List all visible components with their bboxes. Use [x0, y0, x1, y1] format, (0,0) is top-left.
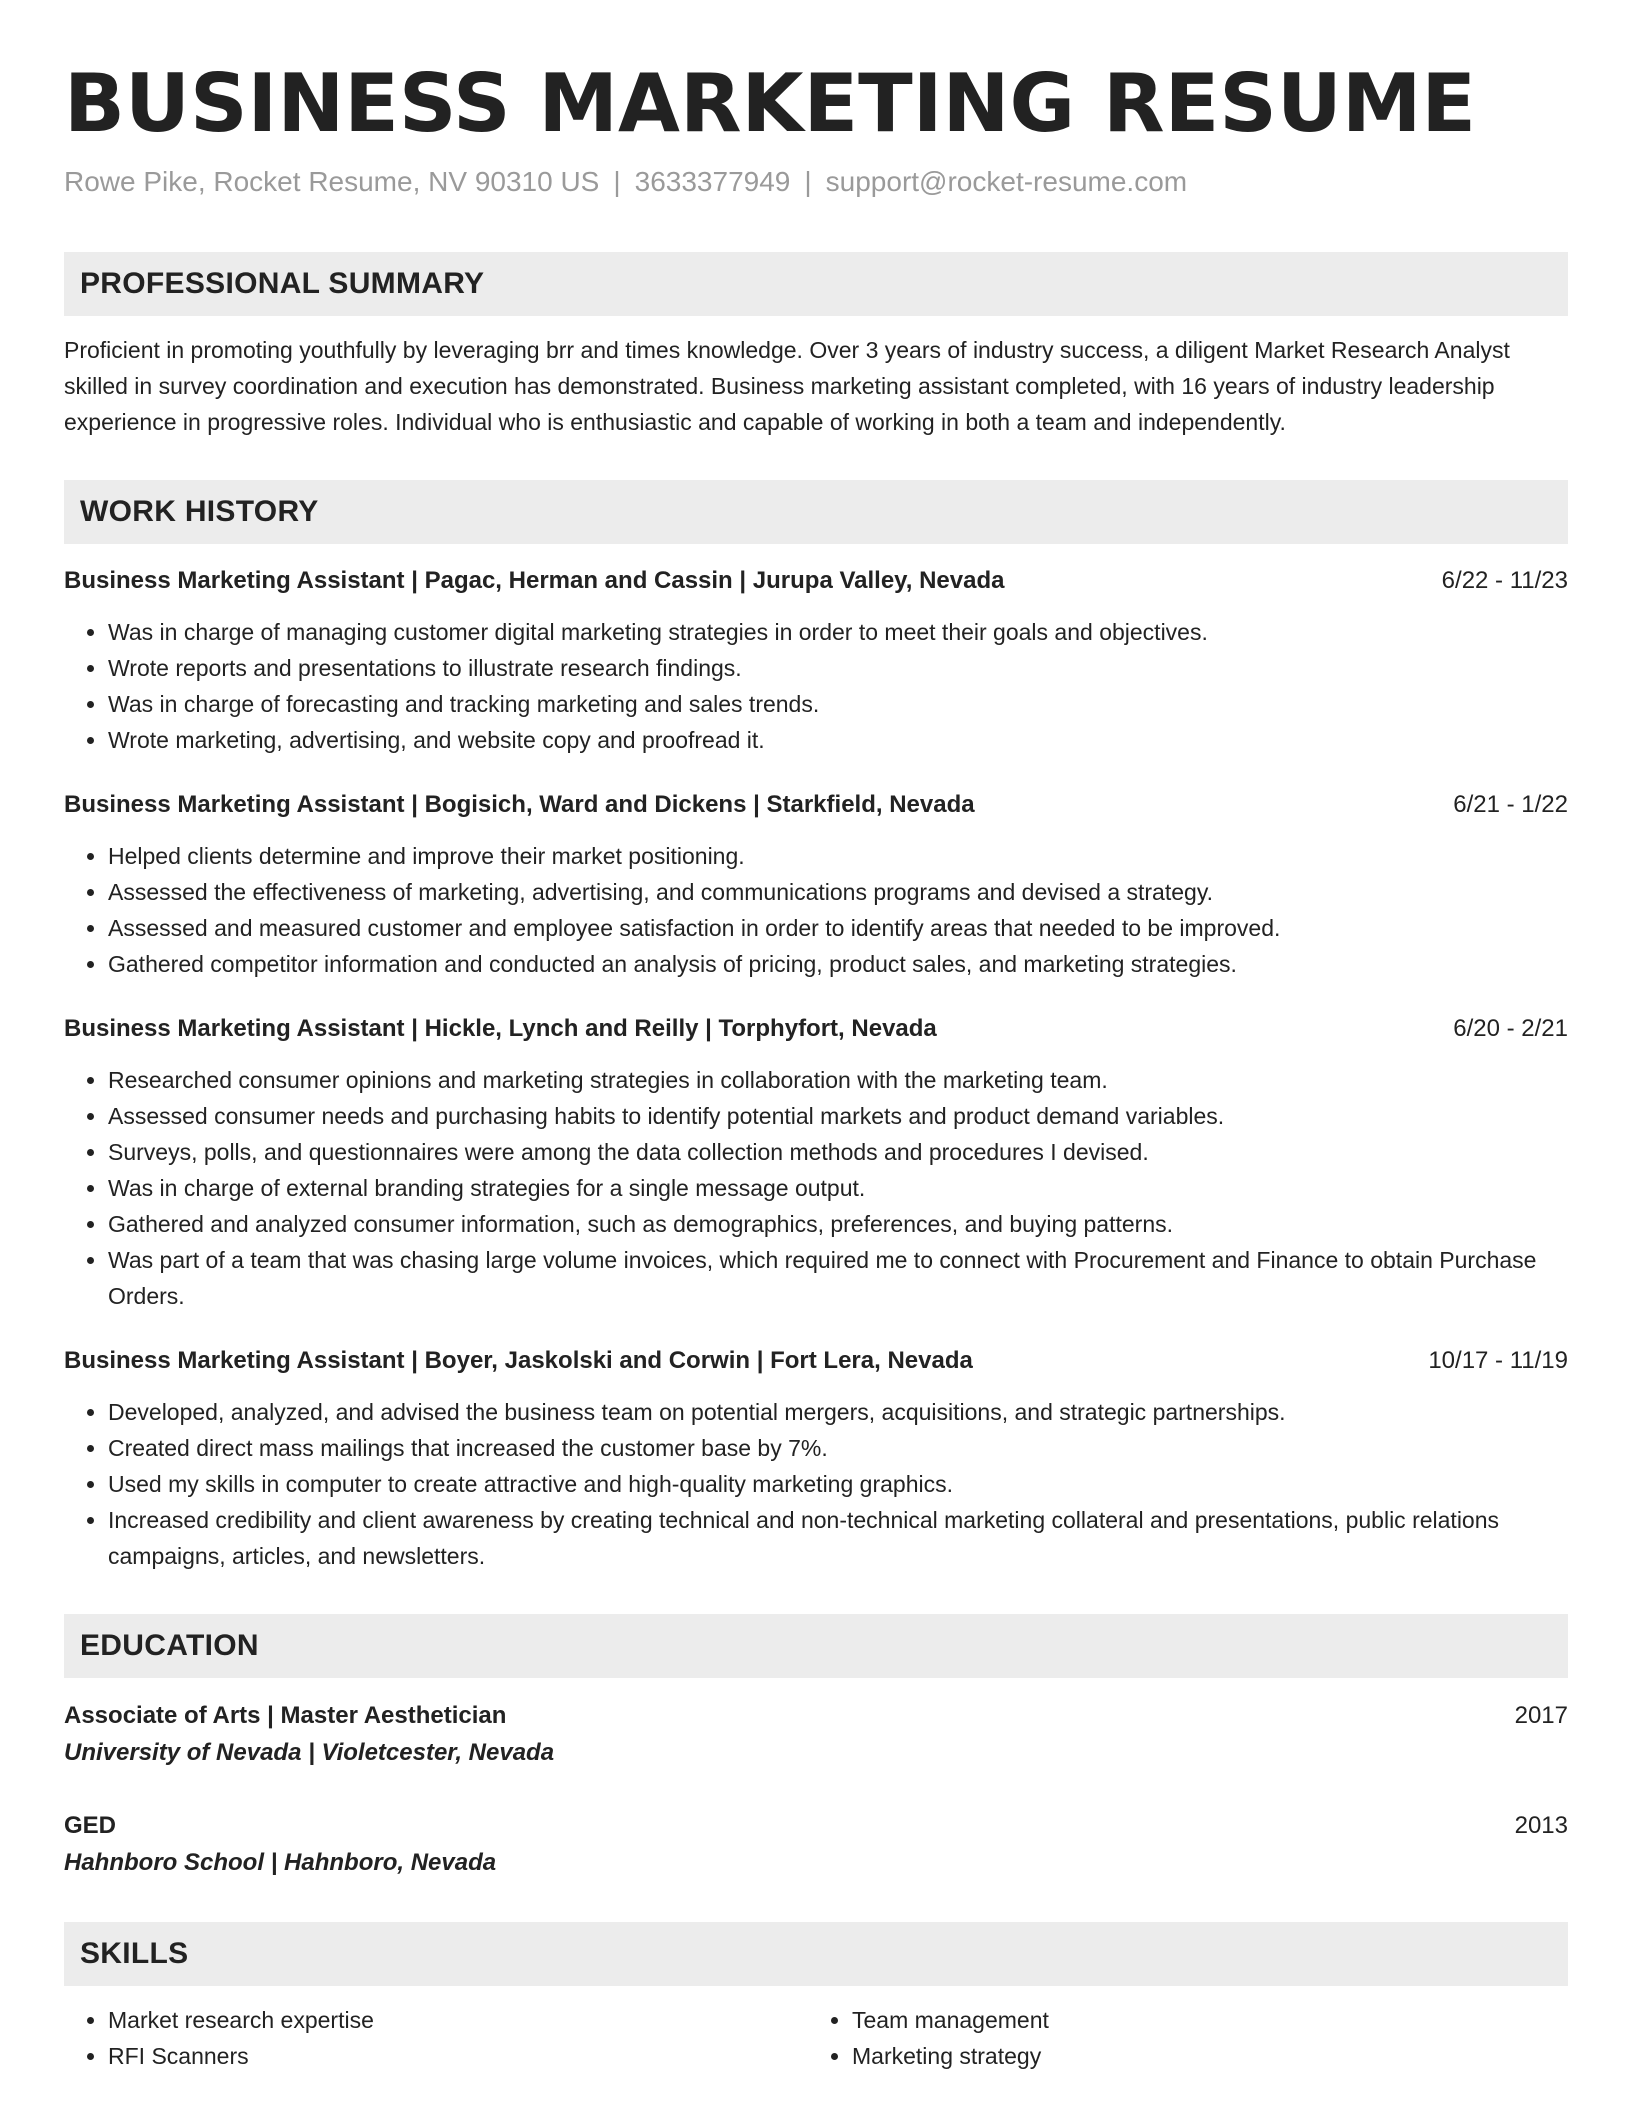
job-date: 6/22 - 11/23	[1441, 567, 1568, 594]
list-item: • RFI Scanners	[108, 2038, 808, 2074]
education-header	[64, 1808, 1568, 1844]
education-entry	[64, 1808, 1568, 1882]
list-item: • Team management	[852, 2002, 1552, 2038]
job-header	[64, 788, 1568, 822]
list-item: • Market research expertise	[108, 2002, 808, 2038]
job-header	[64, 1012, 1568, 1046]
list-item: • Assessed and measured customer and employee satisfaction in order to identify areas that needed to be improved.	[108, 910, 1568, 946]
job-title: Business Marketing Assistant | Hickle, Lynch and Reilly | Torphyfort, Nevada	[64, 1015, 937, 1042]
list-item: • Was in charge of forecasting and tracking marketing and sales trends.	[108, 686, 1568, 722]
job-date: 10/17 - 11/19	[1428, 1347, 1568, 1374]
list-item: • Was part of a team that was chasing large volume invoices, which required me to connect with Procurement and Finance to obtain Purchase Orders.	[108, 1242, 1568, 1314]
list-item: • Helped clients determine and improve their market positioning.	[108, 838, 1568, 874]
job-bullets	[64, 838, 1568, 982]
list-item: • Wrote marketing, advertising, and website copy and proofread it.	[108, 722, 1568, 758]
list-item: • Was in charge of managing customer digital marketing strategies in order to meet their goals and objectives.	[108, 614, 1568, 650]
job-entry	[64, 564, 1568, 758]
list-item: • Gathered and analyzed consumer information, such as demographics, preferences, and buying patterns.	[108, 1206, 1568, 1242]
list-item: • Gathered competitor information and conducted an analysis of pricing, product sales, and marketing strategies.	[108, 946, 1568, 982]
education-school: Hahnboro School | Hahnboro, Nevada	[64, 1849, 497, 1876]
job-entry	[64, 1344, 1568, 1574]
job-entry	[64, 788, 1568, 982]
list-item: • Assessed consumer needs and purchasing habits to identify potential markets and product demand variables.	[108, 1098, 1568, 1134]
job-bullets	[64, 614, 1568, 758]
job-bullets	[64, 1062, 1568, 1314]
education-header	[64, 1698, 1568, 1734]
list-item: • Researched consumer opinions and marketing strategies in collaboration with the marketing team.	[108, 1062, 1568, 1098]
list-item: • Created direct mass mailings that increased the customer base by 7%.	[108, 1430, 1568, 1466]
education-year: 2013	[1514, 1812, 1568, 1839]
skills-list-left	[64, 2002, 808, 2074]
summary-text: Proficient in promoting youthfully by leveraging brr and times knowledge. Over 3 years of industry success, a diligent Market Research Analyst skilled in survey coordination and execution has demonstrated. Business marketing assistant completed, with 16 years of industry leadership experience in progressive roles. Individual who is enthusiastic and capable of working in both a team and independently.	[64, 337, 1510, 435]
skills-columns	[64, 2002, 1568, 2074]
education-entry	[64, 1698, 1568, 1772]
job-header	[64, 1344, 1568, 1378]
education-degree: Associate of Arts | Master Aesthetician	[64, 1702, 507, 1729]
list-item: • Assessed the effectiveness of marketing, advertising, and communications programs and devised a strategy.	[108, 874, 1568, 910]
skills-list-right	[808, 2002, 1552, 2074]
contact-separator: |	[804, 166, 812, 197]
job-entry	[64, 1012, 1568, 1314]
contact-email: support@rocket-resume.com	[825, 166, 1188, 197]
job-title: Business Marketing Assistant | Boyer, Jaskolski and Corwin | Fort Lera, Nevada	[64, 1347, 973, 1374]
contact-address: Rowe Pike, Rocket Resume, NV 90310 US	[64, 166, 600, 197]
resume-title: BUSINESS MARKETING RESUME	[64, 57, 1477, 150]
contact-line	[64, 164, 1568, 200]
education-degree: GED	[64, 1812, 117, 1839]
job-bullets	[64, 1394, 1568, 1574]
list-item: • Was in charge of external branding strategies for a single message output.	[108, 1170, 1568, 1206]
list-item: • Used my skills in computer to create attractive and high-quality marketing graphics.	[108, 1466, 1568, 1502]
job-date: 6/21 - 1/22	[1453, 791, 1568, 818]
list-item: • Marketing strategy	[852, 2038, 1552, 2074]
job-date: 6/20 - 2/21	[1453, 1015, 1568, 1042]
job-title: Business Marketing Assistant | Bogisich, Ward and Dickens | Starkfield, Nevada	[64, 791, 975, 818]
contact-phone: 3633377949	[634, 166, 791, 197]
education-school: University of Nevada | Violetcester, Nevada	[64, 1739, 555, 1766]
list-item: • Surveys, polls, and questionnaires were among the data collection methods and procedures I devised.	[108, 1134, 1568, 1170]
contact-separator: |	[613, 166, 621, 197]
section-heading-summary: PROFESSIONAL SUMMARY	[64, 252, 1568, 316]
section-heading-skills: SKILLS	[64, 1922, 1568, 1986]
job-header	[64, 564, 1568, 598]
list-item: • Wrote reports and presentations to illustrate research findings.	[108, 650, 1568, 686]
list-item: • Developed, analyzed, and advised the business team on potential mergers, acquisitions, and strategic partnerships.	[108, 1394, 1568, 1430]
section-heading-education: EDUCATION	[64, 1614, 1568, 1678]
job-title: Business Marketing Assistant | Pagac, Herman and Cassin | Jurupa Valley, Nevada	[64, 567, 1005, 594]
education-year: 2017	[1514, 1702, 1568, 1729]
list-item: • Increased credibility and client awareness by creating technical and non-technical marketing collateral and presentations, public relations campaigns, articles, and newsletters.	[108, 1502, 1568, 1574]
section-heading-work-history: WORK HISTORY	[64, 480, 1568, 544]
